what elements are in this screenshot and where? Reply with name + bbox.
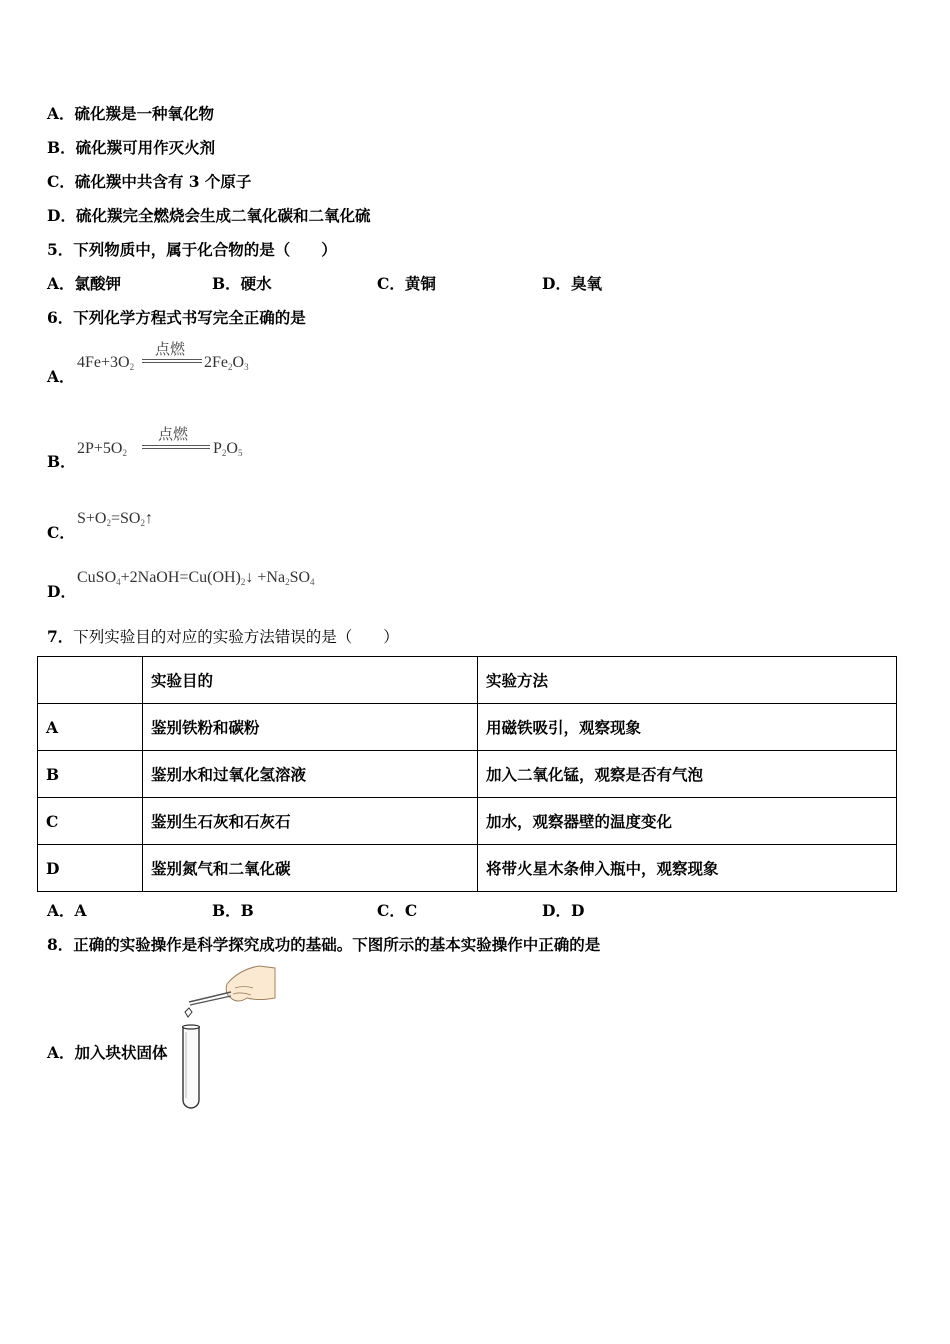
- table-cell: A: [38, 704, 143, 751]
- q7-stem: 7．下列实验目的对应的实验方法错误的是（ ）: [47, 627, 399, 646]
- table-cell: 将带火星木条伸入瓶中，观察现象: [478, 845, 897, 892]
- table-header-cell: [38, 657, 143, 704]
- table-cell: 加水，观察器壁的温度变化: [478, 798, 897, 845]
- q4-option-c: C．硫化羰中共含有 3 个原子: [47, 172, 252, 191]
- q7-option-d: D．D: [542, 901, 585, 920]
- table-row: [38, 704, 897, 751]
- table-cell: C: [38, 798, 143, 845]
- q5-option-d: D．臭氧: [542, 274, 602, 293]
- table-cell: D: [38, 845, 143, 892]
- table-header-cell: 实验目的: [143, 657, 478, 704]
- table-cell: 加入二氧化锰，观察是否有气泡: [478, 751, 897, 798]
- q6-label-a: A．: [47, 367, 75, 386]
- hand-icon: [226, 966, 275, 1001]
- q6-equation-c: $S+O_2=SO_2↑$: [77, 510, 153, 528]
- q6-stem: 6．下列化学方程式书写完全正确的是: [47, 308, 306, 327]
- q6-equation-d: $CuSO_4+2NaOH=Cu(OH)_2↓ +Na_2SO_4$: [77, 569, 315, 587]
- q8-option-a: A．加入块状固体: [47, 1043, 168, 1062]
- table-cell: B: [38, 751, 143, 798]
- q5-stem: 5．下列物质中，属于化合物的是（ ）: [47, 240, 337, 259]
- q6-label-c: C．: [47, 523, 75, 542]
- table-header-cell: 实验方法: [478, 657, 897, 704]
- q6-equation-b-equals: [142, 445, 210, 449]
- table-row: [38, 845, 897, 892]
- q7-experiment-table: [37, 656, 897, 892]
- q6-equation-b-condition: 点燃: [158, 425, 189, 443]
- q4-option-b: B．硫化羰可用作灭火剂: [47, 138, 216, 157]
- q6-equation-a-equals: [142, 359, 202, 363]
- table-row: [38, 798, 897, 845]
- q6-equation-a-lhs: $4Fe+3O_2$: [77, 354, 135, 372]
- table-cell: 鉴别水和过氧化氢溶液: [143, 751, 478, 798]
- q4-option-d: D．硫化羰完全燃烧会生成二氧化碳和二氧化硫: [47, 206, 371, 225]
- q5-option-a: A．氯酸钾: [47, 274, 122, 293]
- table-cell: 鉴别铁粉和碳粉: [143, 704, 478, 751]
- q7-option-b: B．B: [212, 901, 254, 920]
- table-cell: 用磁铁吸引，观察现象: [478, 704, 897, 751]
- test-tube-icon: [183, 1027, 199, 1108]
- q4-option-a: A．硫化羰是一种氧化物: [47, 104, 215, 123]
- q6-equation-a-condition: 点燃: [155, 340, 186, 358]
- table-cell: 鉴别氮气和二氧化碳: [143, 845, 478, 892]
- q5-option-b: B．硬水: [212, 274, 272, 293]
- q6-label-b: B．: [47, 452, 76, 471]
- table-row: [38, 751, 897, 798]
- q7-option-c: C．C: [377, 901, 418, 920]
- test-tube-illustration: [175, 962, 285, 1112]
- q6-equation-b-lhs: $2P+5O_2$: [77, 440, 127, 458]
- q8-stem: 8．正确的实验操作是科学探究成功的基础。下图所示的基本实验操作中正确的是: [47, 935, 601, 954]
- solid-block-icon: [185, 1008, 192, 1017]
- q6-equation-a-rhs: $2Fe_2O_3$: [204, 354, 249, 372]
- table-cell: 鉴别生石灰和石灰石: [143, 798, 478, 845]
- q6-label-d: D．: [47, 582, 76, 601]
- q5-option-c: C．黄铜: [377, 274, 436, 293]
- q7-option-a: A．A: [47, 901, 87, 920]
- q6-equation-b-rhs: $P_2O_5$: [213, 440, 243, 458]
- table-header-row: [38, 657, 897, 704]
